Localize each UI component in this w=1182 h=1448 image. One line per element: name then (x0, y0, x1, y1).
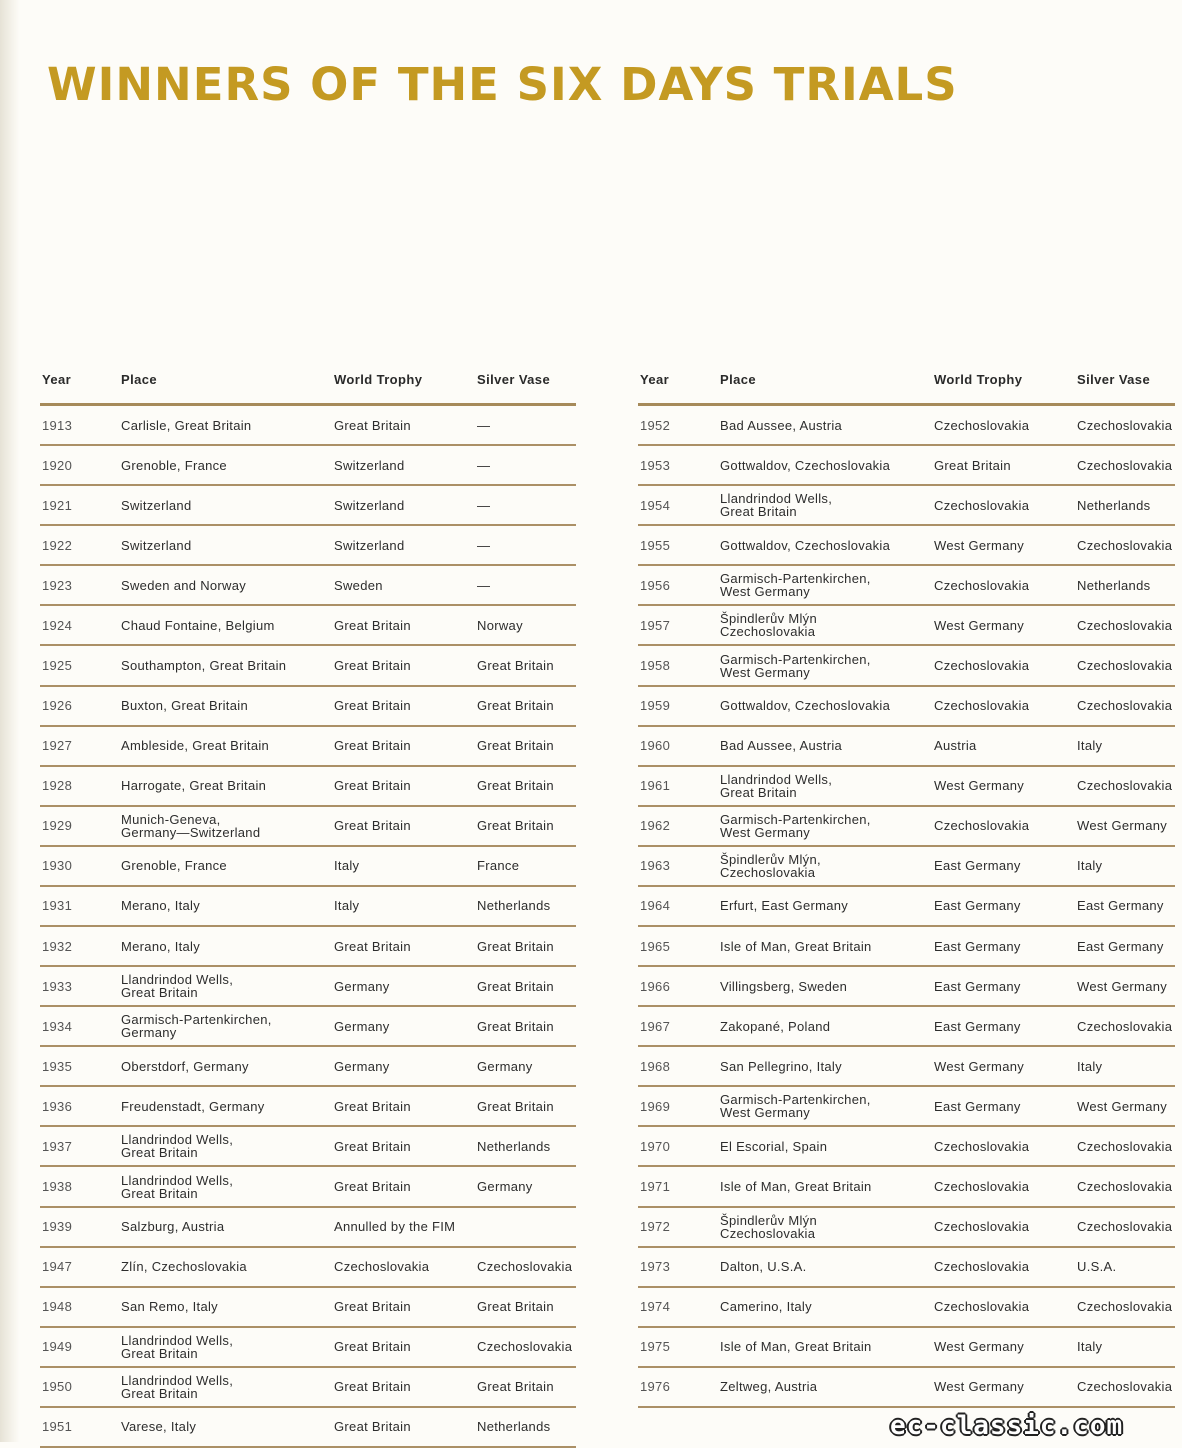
place-cell: San Pellegrino, Italy (720, 1058, 842, 1074)
table-row (638, 847, 1175, 887)
place-cell: Špindlerův Mlýn Czechoslovakia (720, 1212, 817, 1241)
silver-vase-cell: Czechoslovakia (1077, 1018, 1173, 1034)
table-row (638, 486, 1175, 526)
year-header: Year (640, 372, 670, 387)
world-trophy-cell: Annulled by the FIM (334, 1219, 456, 1235)
year-cell: 1920 (42, 457, 73, 473)
world-trophy-cell: Great Britain (334, 1179, 411, 1195)
world-trophy-cell: Czechoslovakia (934, 497, 1030, 513)
year-cell: 1928 (42, 778, 73, 794)
world-trophy-cell: Great Britain (334, 417, 411, 433)
silver-vase-cell: Italy (1077, 1058, 1103, 1074)
year-cell: 1970 (640, 1138, 671, 1154)
table-row (638, 446, 1175, 486)
world-trophy-cell: Great Britain (334, 1098, 411, 1114)
year-cell: 1927 (42, 738, 73, 754)
table-row (638, 566, 1175, 606)
place-cell: Salzburg, Austria (121, 1219, 225, 1235)
year-cell: 1954 (640, 497, 671, 513)
place-cell: Villingsberg, Sweden (720, 978, 848, 994)
year-cell: 1969 (640, 1098, 671, 1114)
world-trophy-cell: Czechoslovakia (934, 658, 1030, 673)
year-cell: 1965 (640, 938, 671, 954)
world-trophy-cell: Great Britain (334, 1138, 411, 1154)
place-cell: Garmisch-Partenkirchen, West Germany (720, 651, 871, 680)
table-row (638, 1167, 1175, 1207)
world-trophy-cell: West Germany (934, 617, 1025, 633)
world-trophy-cell: Great Britain (334, 1379, 411, 1395)
table-row (40, 1007, 576, 1047)
place-cell: Garmisch-Partenkirchen, Germany (121, 1012, 272, 1041)
world-trophy-cell: Great Britain (334, 658, 411, 673)
table-row (40, 767, 576, 807)
table-body (638, 406, 1175, 1408)
table-row (638, 1007, 1175, 1047)
place-cell: Switzerland (121, 537, 192, 553)
table-row (638, 887, 1175, 927)
winners-table-right (638, 360, 1175, 1408)
year-cell: 1959 (640, 698, 671, 714)
silver-vase-cell: Great Britain (477, 1098, 554, 1114)
year-cell: 1960 (640, 738, 671, 754)
table-row (40, 887, 576, 927)
world-trophy-cell: Great Britain (334, 1339, 411, 1355)
table-row (40, 1047, 576, 1087)
silver-vase-cell: Czechoslovakia (1077, 617, 1173, 633)
silver-vase-cell: East Germany (1077, 898, 1164, 914)
year-cell: 1952 (640, 417, 671, 433)
world-trophy-cell: East Germany (934, 978, 1021, 994)
table-row (40, 1167, 576, 1207)
world-trophy-cell: Great Britain (334, 617, 411, 633)
world-trophy-cell: Switzerland (334, 537, 405, 553)
year-cell: 1975 (640, 1339, 671, 1355)
silver-vase-cell: — (477, 537, 491, 553)
silver-vase-cell: U.S.A. (1077, 1259, 1117, 1275)
world-trophy-cell: East Germany (934, 1018, 1021, 1034)
year-cell: 1938 (42, 1179, 73, 1195)
silver-vase-cell: — (477, 497, 491, 513)
silver-vase-cell: Germany (477, 1179, 533, 1195)
table-row (40, 1328, 576, 1368)
place-cell: Harrogate, Great Britain (121, 778, 267, 794)
silver-vase-cell: Great Britain (477, 778, 554, 794)
place-cell: El Escorial, Spain (720, 1138, 828, 1154)
silver-vase-cell: Czechoslovakia (1077, 1219, 1173, 1235)
year-cell: 1923 (42, 577, 73, 593)
world-trophy-cell: Czechoslovakia (934, 1138, 1030, 1154)
world-trophy-cell: Switzerland (334, 457, 405, 473)
world-trophy-cell: Czechoslovakia (934, 1299, 1030, 1315)
silver-vase-cell: Great Britain (477, 738, 554, 754)
place-cell: Garmisch-Partenkirchen, West Germany (720, 571, 871, 600)
year-cell: 1962 (640, 818, 671, 834)
place-cell: Varese, Italy (121, 1419, 197, 1435)
silver-vase-cell: Czechoslovakia (477, 1339, 573, 1355)
silver-vase-cell: Czechoslovakia (1077, 417, 1173, 433)
world-trophy-cell: Austria (934, 738, 977, 754)
year-cell: 1922 (42, 537, 73, 553)
year-cell: 1966 (640, 978, 671, 994)
place-cell: Llandrindod Wells, Great Britain (121, 1172, 234, 1201)
year-cell: 1956 (640, 577, 671, 593)
silver-vase-cell: — (477, 457, 491, 473)
place-cell: Chaud Fontaine, Belgium (121, 617, 275, 633)
place-cell: Isle of Man, Great Britain (720, 1339, 872, 1355)
table-row (638, 1368, 1175, 1408)
world-trophy-cell: Czechoslovakia (934, 1259, 1030, 1275)
silver-vase-cell: East Germany (1077, 938, 1164, 954)
table-body (40, 406, 576, 1448)
place-cell: Oberstdorf, Germany (121, 1058, 249, 1074)
table-row (40, 687, 576, 727)
silver-vase-cell: Great Britain (477, 978, 554, 994)
place-cell: Dalton, U.S.A. (720, 1259, 807, 1275)
year-cell: 1935 (42, 1058, 73, 1074)
year-cell: 1976 (640, 1379, 671, 1395)
place-cell: Llandrindod Wells, Great Britain (720, 771, 833, 800)
year-cell: 1958 (640, 658, 671, 673)
table-row (638, 646, 1175, 686)
table-row (638, 807, 1175, 847)
table-header (638, 360, 1175, 406)
table-row (40, 646, 576, 686)
place-cell: Merano, Italy (121, 938, 201, 954)
year-cell: 1957 (640, 617, 671, 633)
place-cell: Gottwaldov, Czechoslovakia (720, 537, 891, 553)
silver-vase-cell: Italy (1077, 738, 1103, 754)
silver-vase-cell: France (477, 858, 520, 874)
year-cell: 1961 (640, 778, 671, 794)
table-row (638, 1288, 1175, 1328)
world-trophy-cell: West Germany (934, 1379, 1025, 1395)
silver-vase-cell: Great Britain (477, 1018, 554, 1034)
table-row (638, 526, 1175, 566)
world-trophy-cell: West Germany (934, 1058, 1025, 1074)
silver-vase-cell: Czechoslovakia (1077, 778, 1173, 794)
watermark-logo: ec-classic.com (890, 1411, 1124, 1441)
silver-vase-cell: Germany (477, 1058, 533, 1074)
table-row (40, 1127, 576, 1167)
world-trophy-cell: Sweden (334, 577, 383, 593)
world-trophy-cell: Czechoslovakia (334, 1259, 430, 1275)
silver-vase-cell: Great Britain (477, 1379, 554, 1395)
year-cell: 1929 (42, 818, 73, 834)
year-cell: 1925 (42, 658, 73, 673)
year-cell: 1921 (42, 497, 73, 513)
place-cell: Zlín, Czechoslovakia (121, 1259, 247, 1275)
world-trophy-cell: Italy (334, 898, 360, 914)
world-trophy-cell: Great Britain (334, 1419, 411, 1435)
silver-vase-header: Silver Vase (477, 372, 551, 387)
place-cell: Isle of Man, Great Britain (720, 1179, 872, 1195)
world-trophy-cell: Great Britain (934, 457, 1011, 473)
silver-vase-cell: West Germany (1077, 978, 1168, 994)
silver-vase-cell: Great Britain (477, 818, 554, 834)
place-cell: Garmisch-Partenkirchen, West Germany (720, 811, 871, 840)
world-trophy-cell: Czechoslovakia (934, 818, 1030, 834)
table-row (638, 1127, 1175, 1167)
table-row (638, 767, 1175, 807)
place-cell: Zeltweg, Austria (720, 1379, 818, 1395)
place-cell: Carlisle, Great Britain (121, 417, 252, 433)
world-trophy-header: World Trophy (934, 372, 1023, 387)
place-cell: Camerino, Italy (720, 1299, 812, 1315)
table-row (638, 927, 1175, 967)
place-header: Place (720, 372, 756, 387)
world-trophy-cell: Czechoslovakia (934, 698, 1030, 714)
silver-vase-cell: Czechoslovakia (1077, 1299, 1173, 1315)
world-trophy-cell: Italy (334, 858, 360, 874)
world-trophy-cell: East Germany (934, 938, 1021, 954)
world-trophy-cell: Great Britain (334, 818, 411, 834)
silver-vase-cell: Great Britain (477, 938, 554, 954)
year-cell: 1933 (42, 978, 73, 994)
world-trophy-cell: Great Britain (334, 778, 411, 794)
place-cell: Špindlerův Mlýn, Czechoslovakia (720, 851, 821, 880)
world-trophy-cell: Germany (334, 1018, 390, 1034)
world-trophy-cell: East Germany (934, 898, 1021, 914)
world-trophy-cell: West Germany (934, 1339, 1025, 1355)
year-cell: 1930 (42, 858, 73, 874)
world-trophy-cell: Great Britain (334, 698, 411, 714)
place-cell: Buxton, Great Britain (121, 698, 248, 714)
year-cell: 1953 (640, 457, 671, 473)
world-trophy-cell: Great Britain (334, 938, 411, 954)
silver-vase-cell: Netherlands (477, 1138, 551, 1154)
year-cell: 1973 (640, 1259, 671, 1275)
year-cell: 1972 (640, 1219, 671, 1235)
table-row (638, 1208, 1175, 1248)
world-trophy-cell: Czechoslovakia (934, 1179, 1030, 1195)
world-trophy-cell: Germany (334, 1058, 390, 1074)
place-cell: Isle of Man, Great Britain (720, 938, 872, 954)
table-row (40, 727, 576, 767)
silver-vase-cell: Czechoslovakia (1077, 1138, 1173, 1154)
table-row (40, 486, 576, 526)
place-cell: Bad Aussee, Austria (720, 738, 843, 754)
year-cell: 1974 (640, 1299, 671, 1315)
silver-vase-cell: — (477, 577, 491, 593)
table-row (40, 807, 576, 847)
year-cell: 1964 (640, 898, 671, 914)
year-cell: 1967 (640, 1018, 671, 1034)
table-row (638, 1328, 1175, 1368)
year-cell: 1913 (42, 417, 73, 433)
place-cell: Špindlerův Mlýn Czechoslovakia (720, 611, 817, 640)
world-trophy-cell: Germany (334, 978, 390, 994)
place-cell: Ambleside, Great Britain (121, 738, 270, 754)
silver-vase-cell: Netherlands (1077, 577, 1151, 593)
place-cell: Grenoble, France (121, 858, 227, 874)
table-row (638, 1047, 1175, 1087)
year-cell: 1949 (42, 1339, 73, 1355)
table-row (40, 1248, 576, 1288)
page-title: WINNERS OF THE SIX DAYS TRIALS (47, 58, 958, 111)
year-cell: 1937 (42, 1138, 73, 1154)
year-header: Year (42, 372, 72, 387)
year-cell: 1955 (640, 537, 671, 553)
place-cell: Zakopané, Poland (720, 1018, 831, 1034)
table-row (40, 1368, 576, 1408)
table-row (40, 526, 576, 566)
silver-vase-cell: Netherlands (477, 1419, 551, 1435)
silver-vase-cell: Great Britain (477, 658, 554, 673)
place-cell: Llandrindod Wells, Great Britain (121, 1372, 234, 1401)
place-cell: Gottwaldov, Czechoslovakia (720, 698, 891, 714)
place-cell: Merano, Italy (121, 898, 201, 914)
year-cell: 1963 (640, 858, 671, 874)
year-cell: 1924 (42, 617, 73, 633)
table-row (40, 1087, 576, 1127)
table-row (638, 687, 1175, 727)
silver-vase-cell: Netherlands (1077, 497, 1151, 513)
silver-vase-cell: Czechoslovakia (1077, 1379, 1173, 1395)
year-cell: 1968 (640, 1058, 671, 1074)
place-cell: Sweden and Norway (121, 577, 247, 593)
place-cell: Bad Aussee, Austria (720, 417, 843, 433)
table-row (40, 566, 576, 606)
page-spine-shadow (0, 0, 20, 1442)
table-row (40, 406, 576, 446)
table-row (638, 406, 1175, 446)
table-row (40, 847, 576, 887)
year-cell: 1931 (42, 898, 73, 914)
silver-vase-cell: Czechoslovakia (1077, 1179, 1173, 1195)
table-row (40, 927, 576, 967)
place-cell: San Remo, Italy (121, 1299, 218, 1315)
table-row (638, 1248, 1175, 1288)
year-cell: 1926 (42, 698, 73, 714)
place-cell: Erfurt, East Germany (720, 898, 849, 914)
world-trophy-cell: Great Britain (334, 1299, 411, 1315)
table-row (638, 967, 1175, 1007)
world-trophy-cell: Switzerland (334, 497, 405, 513)
year-cell: 1950 (42, 1379, 73, 1395)
place-cell: Llandrindod Wells, Great Britain (121, 1132, 234, 1161)
silver-vase-cell: Netherlands (477, 898, 551, 914)
silver-vase-header: Silver Vase (1077, 372, 1151, 387)
table-row (40, 606, 576, 646)
year-cell: 1939 (42, 1219, 73, 1235)
year-cell: 1948 (42, 1299, 73, 1315)
silver-vase-cell: Great Britain (477, 1299, 554, 1315)
place-cell: Llandrindod Wells, Great Britain (121, 972, 234, 1001)
silver-vase-cell: Czechoslovakia (1077, 537, 1173, 553)
world-trophy-cell: West Germany (934, 778, 1025, 794)
place-cell: Llandrindod Wells, Great Britain (720, 491, 833, 520)
place-cell: Garmisch-Partenkirchen, West Germany (720, 1092, 871, 1121)
world-trophy-cell: East Germany (934, 858, 1021, 874)
table-header (40, 360, 576, 406)
place-cell: Grenoble, France (121, 457, 227, 473)
world-trophy-cell: East Germany (934, 1098, 1021, 1114)
place-cell: Munich-Geneva, Germany—Switzerland (121, 811, 261, 840)
silver-vase-cell: West Germany (1077, 1098, 1168, 1114)
silver-vase-cell: — (477, 417, 491, 433)
winners-table-left (40, 360, 576, 1448)
table-row (40, 1288, 576, 1328)
place-cell: Switzerland (121, 497, 192, 513)
silver-vase-cell: Czechoslovakia (1077, 457, 1173, 473)
world-trophy-cell: Great Britain (334, 738, 411, 754)
table-row (40, 446, 576, 486)
place-cell: Freudenstadt, Germany (121, 1098, 265, 1114)
world-trophy-cell: West Germany (934, 537, 1025, 553)
silver-vase-cell: West Germany (1077, 818, 1168, 834)
silver-vase-cell: Czechoslovakia (1077, 698, 1173, 714)
place-header: Place (121, 372, 157, 387)
world-trophy-cell: Czechoslovakia (934, 1219, 1030, 1235)
table-row (638, 1087, 1175, 1127)
silver-vase-cell: Norway (477, 617, 523, 633)
world-trophy-cell: Czechoslovakia (934, 577, 1030, 593)
place-cell: Llandrindod Wells, Great Britain (121, 1332, 234, 1361)
year-cell: 1951 (42, 1419, 73, 1435)
year-cell: 1947 (42, 1259, 73, 1275)
place-cell: Gottwaldov, Czechoslovakia (720, 457, 891, 473)
table-row (40, 967, 576, 1007)
table-row (638, 606, 1175, 646)
silver-vase-cell: Czechoslovakia (1077, 658, 1173, 673)
world-trophy-header: World Trophy (334, 372, 423, 387)
silver-vase-cell: Great Britain (477, 698, 554, 714)
table-row (638, 727, 1175, 767)
place-cell: Southampton, Great Britain (121, 658, 287, 673)
silver-vase-cell: Italy (1077, 858, 1103, 874)
year-cell: 1936 (42, 1098, 73, 1114)
year-cell: 1932 (42, 938, 73, 954)
silver-vase-cell: Italy (1077, 1339, 1103, 1355)
year-cell: 1934 (42, 1018, 73, 1034)
table-row (40, 1208, 576, 1248)
year-cell: 1971 (640, 1179, 671, 1195)
silver-vase-cell: Czechoslovakia (477, 1259, 573, 1275)
world-trophy-cell: Czechoslovakia (934, 417, 1030, 433)
